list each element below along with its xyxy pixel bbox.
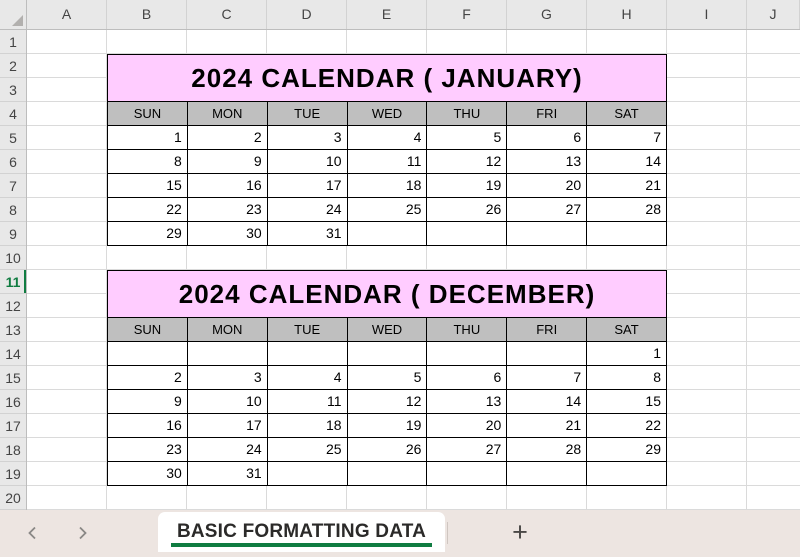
active-tab-underline bbox=[171, 543, 432, 547]
row-header-11[interactable]: 11 bbox=[0, 270, 26, 294]
day-header-row bbox=[107, 318, 667, 342]
day-header-sat[interactable]: SAT bbox=[587, 102, 667, 126]
date-cell[interactable] bbox=[108, 342, 188, 366]
date-cell[interactable]: 15 bbox=[587, 390, 667, 414]
date-cell[interactable]: 19 bbox=[348, 414, 428, 438]
column-header-G[interactable]: G bbox=[507, 0, 587, 29]
date-cell[interactable]: 19 bbox=[427, 174, 507, 198]
date-cell[interactable]: 25 bbox=[348, 198, 428, 222]
column-header-D[interactable]: D bbox=[267, 0, 347, 29]
date-cell[interactable] bbox=[427, 342, 507, 366]
date-cell[interactable]: 27 bbox=[427, 438, 507, 462]
row-header-2[interactable]: 2 bbox=[0, 54, 26, 78]
calendar-dates bbox=[107, 126, 667, 246]
day-header-tue[interactable]: TUE bbox=[268, 318, 348, 342]
day-header-mon[interactable]: MON bbox=[188, 318, 268, 342]
day-header-fri[interactable]: FRI bbox=[507, 102, 587, 126]
row-header-10[interactable]: 10 bbox=[0, 246, 26, 270]
column-header-A[interactable]: A bbox=[27, 0, 107, 29]
chevron-right-icon bbox=[74, 525, 90, 541]
date-cell[interactable]: 14 bbox=[587, 150, 667, 174]
column-headers bbox=[27, 0, 800, 30]
date-cell[interactable]: 17 bbox=[268, 174, 348, 198]
date-cell[interactable]: 11 bbox=[348, 150, 428, 174]
date-cell[interactable]: 11 bbox=[268, 390, 348, 414]
select-all-corner[interactable] bbox=[0, 0, 27, 30]
column-header-H[interactable]: H bbox=[587, 0, 667, 29]
row-header-6[interactable]: 6 bbox=[0, 150, 26, 174]
row-header-17[interactable]: 17 bbox=[0, 414, 26, 438]
date-cell[interactable]: 1 bbox=[587, 342, 667, 366]
day-header-fri[interactable]: FRI bbox=[507, 318, 587, 342]
day-header-thu[interactable]: THU bbox=[427, 102, 507, 126]
calendar-dates bbox=[107, 342, 667, 486]
date-cell[interactable]: 5 bbox=[348, 366, 428, 390]
day-header-sun[interactable]: SUN bbox=[108, 102, 188, 126]
date-cell[interactable]: 7 bbox=[587, 126, 667, 150]
date-cell[interactable]: 30 bbox=[108, 462, 188, 486]
sheet-tab-active[interactable] bbox=[158, 512, 445, 552]
row-header-3[interactable]: 3 bbox=[0, 78, 26, 102]
day-header-row bbox=[107, 102, 667, 126]
date-cell[interactable]: 1 bbox=[108, 126, 188, 150]
date-cell[interactable]: 12 bbox=[427, 150, 507, 174]
row-header-5[interactable]: 5 bbox=[0, 126, 26, 150]
date-cell[interactable]: 21 bbox=[587, 174, 667, 198]
date-cell[interactable]: 6 bbox=[507, 126, 587, 150]
day-header-thu[interactable]: THU bbox=[427, 318, 507, 342]
sheet-tab-bar bbox=[0, 510, 800, 557]
date-cell[interactable]: 8 bbox=[587, 366, 667, 390]
date-cell[interactable]: 12 bbox=[348, 390, 428, 414]
date-cell[interactable] bbox=[427, 462, 507, 486]
sheet-grid[interactable] bbox=[27, 30, 800, 510]
date-cell[interactable]: 21 bbox=[507, 414, 587, 438]
date-cell[interactable] bbox=[507, 222, 587, 246]
row-header-4[interactable]: 4 bbox=[0, 102, 26, 126]
date-cell[interactable]: 28 bbox=[587, 198, 667, 222]
date-cell[interactable]: 15 bbox=[108, 174, 188, 198]
column-header-I[interactable]: I bbox=[667, 0, 747, 29]
date-cell[interactable]: 16 bbox=[108, 414, 188, 438]
date-cell[interactable] bbox=[507, 342, 587, 366]
date-cell[interactable]: 18 bbox=[268, 414, 348, 438]
day-header-wed[interactable]: WED bbox=[348, 102, 428, 126]
date-cell[interactable]: 4 bbox=[268, 366, 348, 390]
date-cell[interactable] bbox=[348, 462, 428, 486]
date-cell[interactable] bbox=[348, 222, 428, 246]
date-cell[interactable]: 31 bbox=[268, 222, 348, 246]
column-header-B[interactable]: B bbox=[107, 0, 187, 29]
row-header-14[interactable]: 14 bbox=[0, 342, 26, 366]
date-cell[interactable]: 30 bbox=[188, 222, 268, 246]
date-cell[interactable]: 20 bbox=[427, 414, 507, 438]
date-cell[interactable]: 3 bbox=[268, 126, 348, 150]
row-header-18[interactable]: 18 bbox=[0, 438, 26, 462]
date-cell[interactable]: 23 bbox=[188, 198, 268, 222]
date-cell[interactable]: 8 bbox=[108, 150, 188, 174]
date-cell[interactable]: 17 bbox=[188, 414, 268, 438]
date-cell[interactable]: 2 bbox=[108, 366, 188, 390]
date-cell[interactable]: 10 bbox=[188, 390, 268, 414]
date-cell[interactable]: 9 bbox=[108, 390, 188, 414]
day-header-tue[interactable]: TUE bbox=[268, 102, 348, 126]
chevron-left-icon bbox=[25, 525, 41, 541]
date-cell[interactable] bbox=[188, 342, 268, 366]
date-cell[interactable] bbox=[507, 462, 587, 486]
calendar-december bbox=[107, 270, 667, 486]
tab-divider bbox=[447, 522, 448, 544]
date-cell[interactable]: 16 bbox=[188, 174, 268, 198]
add-sheet-button[interactable]: + bbox=[512, 517, 528, 547]
calendar-title-december[interactable]: 2024 CALENDAR ( DECEMBER) bbox=[107, 270, 667, 318]
row-header-1[interactable]: 1 bbox=[0, 30, 26, 54]
date-cell[interactable]: 18 bbox=[348, 174, 428, 198]
date-cell[interactable]: 2 bbox=[188, 126, 268, 150]
date-cell[interactable]: 3 bbox=[188, 366, 268, 390]
date-cell[interactable]: 14 bbox=[507, 390, 587, 414]
date-cell[interactable]: 6 bbox=[427, 366, 507, 390]
calendar-january bbox=[107, 54, 667, 246]
row-headers bbox=[0, 30, 27, 510]
day-header-sun[interactable]: SUN bbox=[108, 318, 188, 342]
row-header-9[interactable]: 9 bbox=[0, 222, 26, 246]
row-header-19[interactable]: 19 bbox=[0, 462, 26, 486]
date-cell[interactable] bbox=[268, 462, 348, 486]
date-cell[interactable]: 13 bbox=[427, 390, 507, 414]
date-cell[interactable]: 29 bbox=[108, 222, 188, 246]
date-cell[interactable]: 22 bbox=[108, 198, 188, 222]
sheet-tab-label: BASIC FORMATTING DATA bbox=[176, 521, 427, 542]
date-cell[interactable] bbox=[587, 462, 667, 486]
row-header-20[interactable]: 20 bbox=[0, 486, 26, 510]
row-header-15[interactable]: 15 bbox=[0, 366, 26, 390]
date-cell[interactable]: 4 bbox=[348, 126, 428, 150]
day-header-mon[interactable]: MON bbox=[188, 102, 268, 126]
date-cell[interactable] bbox=[348, 342, 428, 366]
column-header-E[interactable]: E bbox=[347, 0, 427, 29]
date-cell[interactable] bbox=[427, 222, 507, 246]
row-header-8[interactable]: 8 bbox=[0, 198, 26, 222]
date-cell[interactable]: 28 bbox=[507, 438, 587, 462]
row-header-13[interactable]: 13 bbox=[0, 318, 26, 342]
date-cell[interactable]: 20 bbox=[507, 174, 587, 198]
date-cell[interactable] bbox=[587, 222, 667, 246]
row-header-12[interactable]: 12 bbox=[0, 294, 26, 318]
date-cell[interactable]: 26 bbox=[427, 198, 507, 222]
date-cell[interactable]: 22 bbox=[587, 414, 667, 438]
date-cell[interactable]: 24 bbox=[268, 198, 348, 222]
date-cell[interactable]: 10 bbox=[268, 150, 348, 174]
column-header-J[interactable]: J bbox=[747, 0, 800, 29]
date-cell[interactable] bbox=[268, 342, 348, 366]
date-cell[interactable]: 23 bbox=[108, 438, 188, 462]
date-cell[interactable]: 26 bbox=[348, 438, 428, 462]
date-cell[interactable]: 13 bbox=[507, 150, 587, 174]
date-cell[interactable]: 29 bbox=[587, 438, 667, 462]
day-header-wed[interactable]: WED bbox=[348, 318, 428, 342]
date-cell[interactable]: 25 bbox=[268, 438, 348, 462]
date-cell[interactable]: 7 bbox=[507, 366, 587, 390]
prev-sheet-button[interactable] bbox=[21, 521, 45, 545]
next-sheet-button[interactable] bbox=[70, 521, 94, 545]
column-header-F[interactable]: F bbox=[427, 0, 507, 29]
row-header-16[interactable]: 16 bbox=[0, 390, 26, 414]
date-cell[interactable]: 27 bbox=[507, 198, 587, 222]
date-cell[interactable]: 5 bbox=[427, 126, 507, 150]
column-header-C[interactable]: C bbox=[187, 0, 267, 29]
row-header-7[interactable]: 7 bbox=[0, 174, 26, 198]
day-header-sat[interactable]: SAT bbox=[587, 318, 667, 342]
date-cell[interactable]: 24 bbox=[188, 438, 268, 462]
date-cell[interactable]: 31 bbox=[188, 462, 268, 486]
date-cell[interactable]: 9 bbox=[188, 150, 268, 174]
calendar-title-january[interactable]: 2024 CALENDAR ( JANUARY) bbox=[107, 54, 667, 102]
